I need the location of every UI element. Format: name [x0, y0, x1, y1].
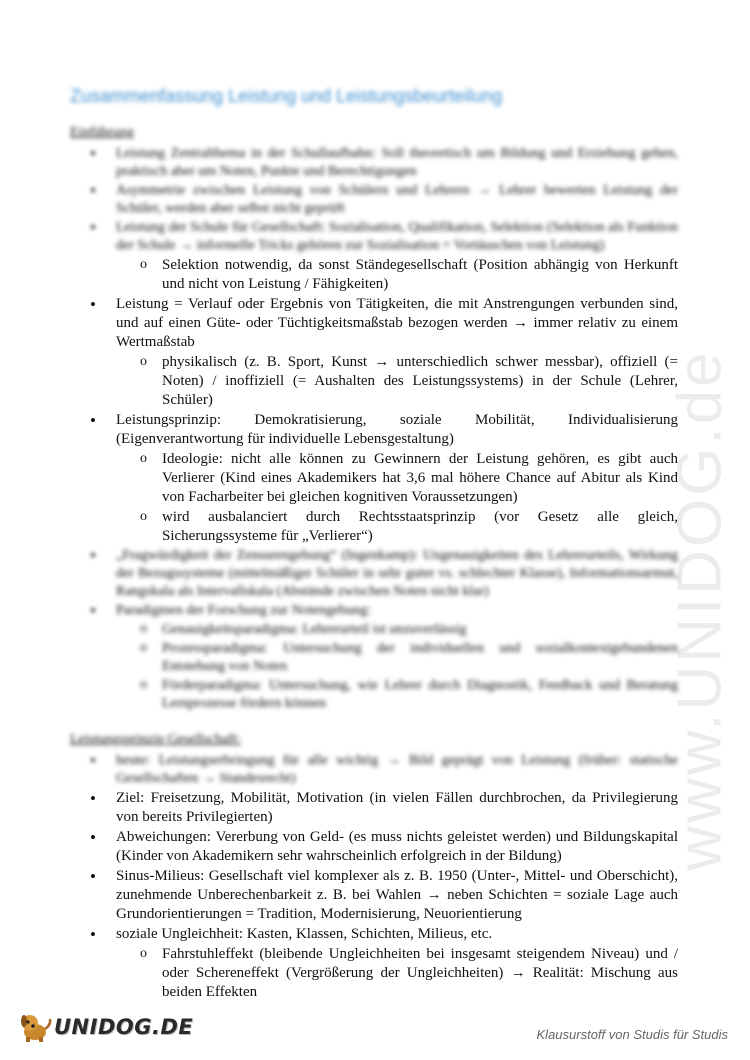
sub-list-item: o Genauigkeitsparadigma: Lehrerurteil ist unzuverlässig — [70, 621, 678, 639]
section-list-gesellschaft — [70, 752, 678, 1002]
list-item: • Leistung Zentralthema in der Schullaufbahn: Soll theoretisch um Bildung und Erziehung gehen, praktisch aber um Noten, Punkte und Berechtigungen — [70, 145, 678, 181]
section-heading-gesellschaft: Leistungsprinzip Gesellschaft: — [70, 732, 241, 747]
list-item: • Ziel: Freisetzung, Mobilität, Motivation (in vielen Fällen durchbrochen, da Privilegierung von bereits Privilegierten) — [70, 789, 678, 827]
list-item: • Leistung der Schule für Gesellschaft: Sozialisation, Qualifikation, Selektion (Selektion als Funktion der Schule → informelle Tricks gehören zur Sozialisation = Vortäuschen von Leistung) — [70, 219, 678, 255]
list-item: • heute: Leistungserbringung für alle wichtig → Bild geprägt von Leistung (früher: statische Gesellschaften → Standesrecht) — [70, 752, 678, 788]
list-item: • Asymmetrie zwischen Leistung von Schülern und Lehrern → Lehrer bewerten Leistung der Schüler, werden aber selbst nicht geprüft — [70, 182, 678, 218]
list-item: • Paradigmen der Forschung zur Notengebung: — [70, 602, 678, 620]
section-list-einfuehrung — [70, 145, 678, 713]
sub-list-item: o Förderparadigma: Untersuchung, wie Lehrer durch Diagnostik, Feedback und Beratung Lernprozesse fördern können — [70, 677, 678, 713]
footer-slogan: Klausurstoff von Studis für Studis — [536, 1027, 728, 1042]
page-footer — [0, 1010, 750, 1050]
list-item: • soziale Ungleichheit: Kasten, Klassen, Schichten, Milieus, etc. — [70, 925, 678, 944]
list-item: • Leistungsprinzip: Demokratisierung, soziale Mobilität, Individualisierung (Eigenverantwortung für individuelle Lebensgestaltung) — [70, 411, 678, 449]
sub-list-item: o Prozessparadigma: Untersuchung der individuellen und sozialkontextgebundenen Entstehung von Noten — [70, 640, 678, 676]
sub-list-item: o Selektion notwendig, da sonst Ständegesellschaft (Position abhängig von Herkunft und nicht von Leistung / Fähigkeiten) — [70, 256, 678, 294]
section-heading-einfuehrung: Einführung — [70, 125, 134, 140]
list-item: • Sinus-Milieus: Gesellschaft viel komplexer als z. B. 1950 (Unter-, Mittel- und Oberschicht), zunehmende Unberechenbarkeit z. B. bei Wahlen → neben Schichten = soziale Lage auch Grundorientierungen = Tradition, Modernisierung, Neuorientierung — [70, 867, 678, 924]
logo-text: UNIDOG.DE — [54, 1015, 194, 1039]
sub-list-item: o Fahrstuhleffekt (bleibende Ungleichheiten bei insgesamt steigendem Niveau) und / oder Schereneffekt (Vergrößerung der Ungleichheiten) → Realität: Mischung aus beiden Effekten — [70, 945, 678, 1002]
document-title: Zusammenfassung Leistung und Leistungsbeurteilung — [70, 86, 503, 106]
watermark: www.UNIDOG.de — [665, 349, 735, 871]
sub-list-item: o physikalisch (z. B. Sport, Kunst → unterschiedlich schwer messbar), offiziell (= Noten) / inoffiziell (= Aushalten des Leistungssystems) in der Schule (Lehrer, Schüler) — [70, 353, 678, 410]
list-item: • Leistung = Verlauf oder Ergebnis von Tätigkeiten, die mit Anstrengungen verbunden sind, und auf einen Güte- oder Tüchtigkeitsmaßstab bezogen werden → immer relativ zu einem Wertmaßstab — [70, 295, 678, 352]
document-page — [70, 86, 678, 1003]
list-item: • „Fragwürdigkeit der Zensurengebung“ (Ingenkamp): Ungenauigkeiten des Lehrerurteils, Wirkung der Bezugssysteme (mittelmäßiger Schüler in sehr guter vs. schlechter Klasse), Informationsarmut, Rangskala als Intervallskala (Abstände zwischen Noten nicht klar) — [70, 547, 678, 601]
list-item: • Abweichungen: Vererbung von Geld- (es muss nichts geleistet werden) und Bildungskapital (Kinder von Akademikern sehr wahrscheinlich erfolgreich in der Bildung) — [70, 828, 678, 866]
unidog-logo — [18, 1012, 193, 1042]
sub-list-item: o Ideologie: nicht alle können zu Gewinnern der Leistung gehören, es gibt auch Verlierer (Kind eines Akademikers hat 3,6 mal höhere Chance auf Abitur als Kind von Facharbeiter bei gleichen kognitiven Voraussetzungen) — [70, 450, 678, 507]
sub-list-item: o wird ausbalanciert durch Rechtsstaatsprinzip (vor Gesetz alle gleich, Sicherungssysteme für „Verlierer“) — [70, 508, 678, 546]
dog-mascot-icon — [18, 1012, 52, 1042]
